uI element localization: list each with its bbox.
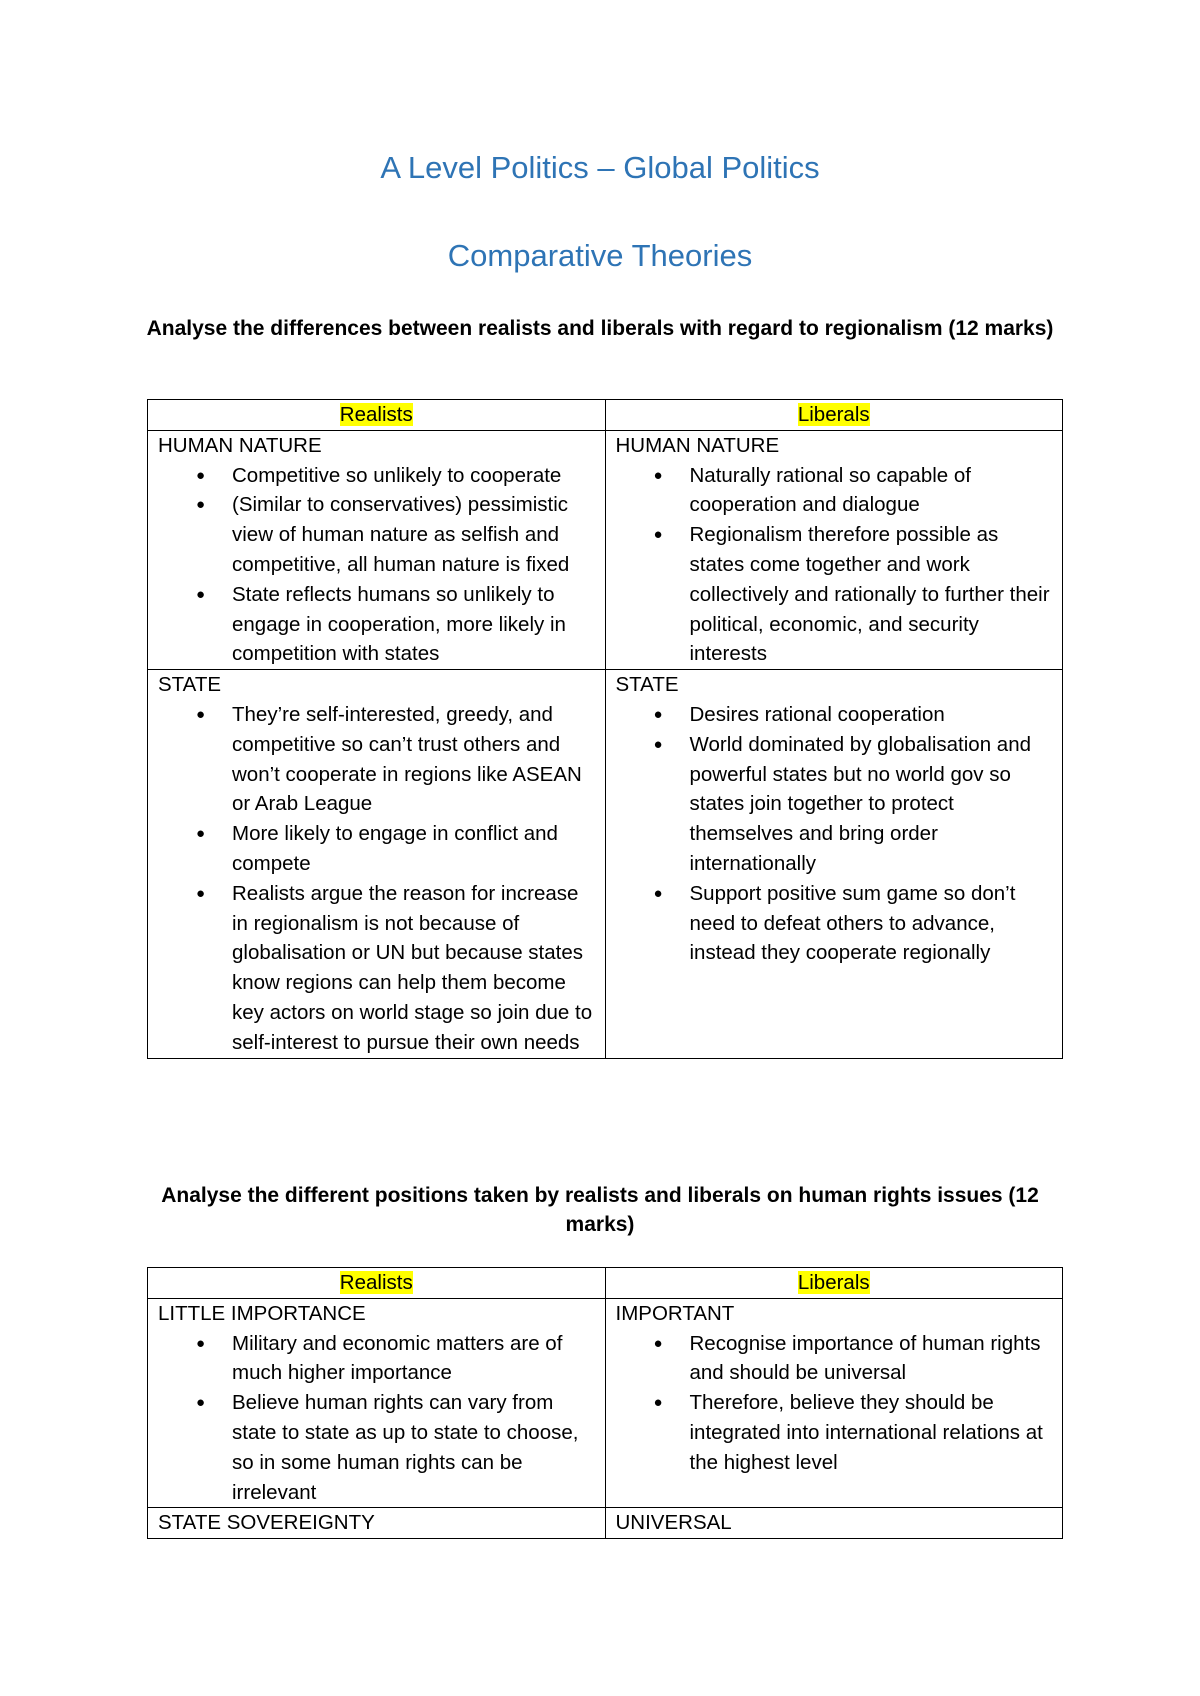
cell-heading: HUMAN NATURE	[158, 433, 322, 457]
list-item: ● Competitive so unlikely to cooperate	[232, 461, 597, 491]
header-liberals: Liberals	[797, 403, 870, 426]
list-item: ● They’re self-interested, greedy, and competitive so can’t trust others and won’t cooperate in regions like ASEAN or Arab League	[232, 700, 597, 819]
list-item: ● Desires rational cooperation	[690, 700, 1055, 730]
cell-heading: STATE	[615, 673, 679, 697]
list-item: ● Regionalism therefore possible as states come together and work collectively and rationally to further their political, economic, and security interests	[690, 520, 1055, 669]
human-rights-table	[147, 1267, 1063, 1539]
bullet-list	[158, 461, 597, 670]
header-cell-realists	[148, 1268, 606, 1299]
header-liberals: Liberals	[797, 1271, 870, 1294]
list-item: ● Realists argue the reason for increase in regionalism is not because of globalisation or UN but because states know regions can help them become key actors on world stage so join due to self-interest to pursue their own needs	[232, 879, 597, 1058]
table-cell-realists	[148, 670, 606, 1058]
table-header-row	[148, 400, 1063, 431]
bullet-list	[158, 700, 597, 1058]
header-cell-liberals	[605, 1268, 1063, 1299]
bullet-list	[616, 1329, 1055, 1478]
question-human-rights: Analyse the different positions taken by realists and liberals on human rights issues (12 marks)	[161, 1184, 1039, 1236]
table-cell-realists	[148, 1298, 606, 1508]
regionalism-table	[147, 399, 1063, 1059]
table-cell-realists	[148, 430, 606, 669]
table-row	[148, 430, 1063, 669]
table-cell-liberals	[605, 1508, 1063, 1539]
list-item: ● More likely to engage in conflict and compete	[232, 819, 597, 879]
list-item: ● World dominated by globalisation and powerful states but no world gov so states join together to protect themselves and bring order internationally	[690, 730, 1055, 879]
bullet-list	[616, 461, 1055, 670]
table-header-row	[148, 1268, 1063, 1299]
header-cell-liberals	[605, 400, 1063, 431]
table-cell-liberals	[605, 430, 1063, 669]
table-cell-liberals	[605, 670, 1063, 1058]
cell-heading: LITTLE IMPORTANCE	[158, 1301, 366, 1325]
cell-heading: IMPORTANT	[615, 1301, 735, 1325]
list-item: ● Recognise importance of human rights and should be universal	[690, 1329, 1055, 1389]
list-item: ● Military and economic matters are of much higher importance	[232, 1329, 597, 1389]
list-item: ● Naturally rational so capable of cooperation and dialogue	[690, 461, 1055, 521]
bullet-list	[158, 1329, 597, 1508]
table-cell-realists	[148, 1508, 606, 1539]
document-subtitle: Comparative Theories	[447, 238, 753, 273]
header-realists: Realists	[339, 403, 413, 426]
list-item: ● Believe human rights can vary from state to state as up to state to choose, so in some human rights can be irrelevant	[232, 1388, 597, 1507]
cell-heading: STATE SOVEREIGNTY	[158, 1511, 375, 1535]
header-cell-realists	[148, 400, 606, 431]
cell-heading: STATE	[158, 673, 222, 697]
header-realists: Realists	[339, 1271, 413, 1294]
table-row	[148, 1298, 1063, 1508]
cell-heading: UNIVERSAL	[615, 1511, 732, 1535]
question-regionalism: Analyse the differences between realists and liberals with regard to regionalism (12 marks)	[146, 317, 1054, 340]
document-title: A Level Politics – Global Politics	[380, 150, 820, 185]
list-item: ● Therefore, believe they should be integrated into international relations at the highest level	[690, 1388, 1055, 1477]
list-item: ● (Similar to conservatives) pessimistic view of human nature as selfish and competitive, all human nature is fixed	[232, 490, 597, 579]
bullet-list	[616, 700, 1055, 968]
cell-heading: HUMAN NATURE	[615, 433, 780, 457]
table-cell-liberals	[605, 1298, 1063, 1508]
table-row	[148, 1508, 1063, 1539]
list-item: ● State reflects humans so unlikely to engage in cooperation, more likely in competition with states	[232, 580, 597, 669]
table-row	[148, 670, 1063, 1058]
list-item: ● Support positive sum game so don’t need to defeat others to advance, instead they cooperate regionally	[690, 879, 1055, 968]
